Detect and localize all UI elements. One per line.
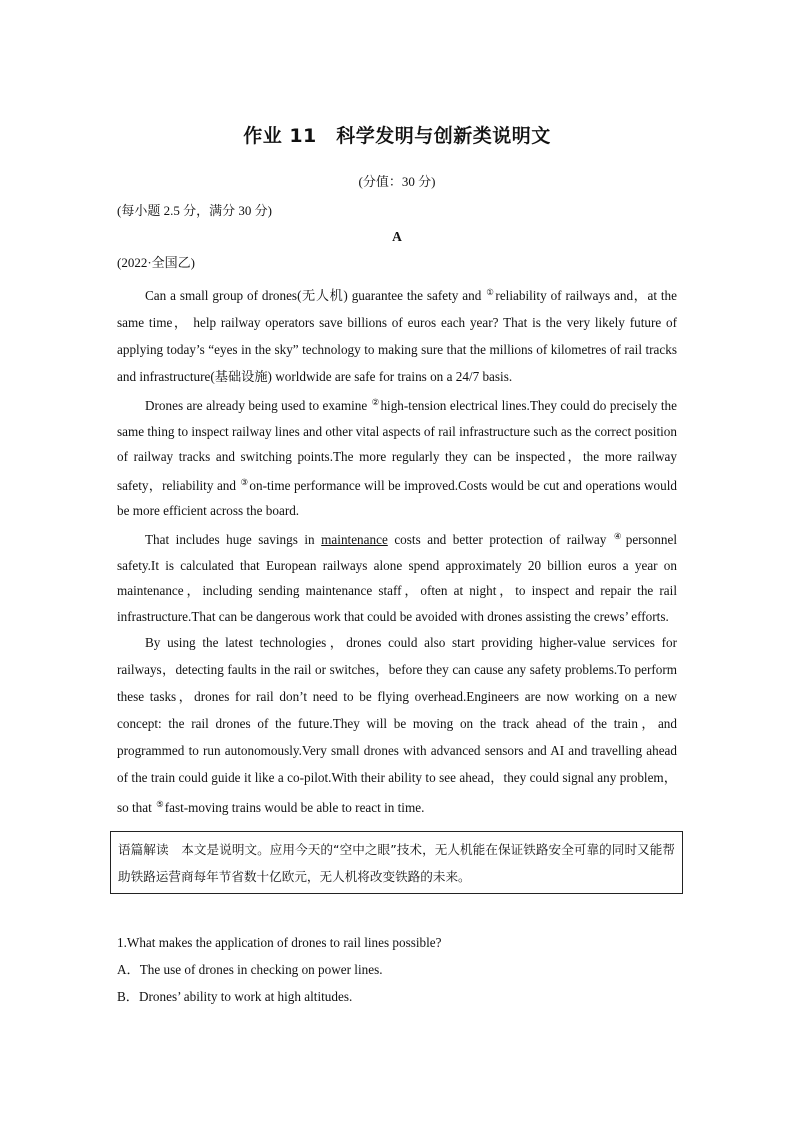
option-a[interactable]: A．The use of drones in checking on power lines. [117,962,383,977]
paragraph-text: fast-moving trains would be able to react in time. [164,800,425,816]
option-b[interactable]: B．Drones’ ability to work at high altitudes. [117,989,353,1004]
paragraph-text: That includes huge savings in [145,531,322,547]
page-title: 作业 11 科学发明与创新类说明文 [243,125,551,147]
annotation-mark: ⑤ [156,799,164,810]
paragraph-4 [117,629,677,821]
paragraph-text: Drones are already being used to examine [145,398,371,413]
paragraph-text: By using the latest technologies，drones could also start providing higher-value services for railways，detecting faults in the rail or switches，before they can cause any safety problems.To perform these tasks，drones for rail don’t need to be flying overhead.Engineers are now working on a new concept: the rail drones of the future.They will be moving on the track ahead of the train，and programmed to run autonomously.Very small drones with advanced sensors and AI and travelling ahead of the train could guide it like a co-pilot.With their ability to see ahead，they could signal any problem，so that [117,635,677,816]
annotation-mark: ② [371,397,380,407]
paragraph-1 [117,279,677,390]
paragraph-text: personnel safety.It is calculated that European railways alone spend approximately 20 billion euros a year on maintenance，including sending maintenance staff，often at night，to inspect and repair the rail infrastructure.That can be dangerous work that could be avoided with drones assisting the crews’ efforts. [117,531,677,624]
total-score: (分值：30 分) [358,174,436,189]
summary-text: 本文是说明文。应用今天的“空中之眼”技术，无人机能在保证铁路安全可靠的同时又能帮助铁路运营商每年节省数十亿欧元，无人机将改变铁路的未来。 [118,842,675,884]
annotation-mark: ③ [240,476,249,487]
paragraph-3 [117,524,677,629]
annotation-mark: ① [486,287,495,297]
paragraph-text: reliability of railways and，at the same time， help railway operators save billions of euros each year? That is the very likely future of applying today’s “eyes in the sky” technology to making sure that the millions of kilometres of rail tracks and infrastructure(基础设施) worldwide are safe for trains on a 24/7 basis. [117,288,677,384]
paragraph-text: Can a small group of drones(无人机) guarantee the safety and [145,288,486,303]
question-1 [117,929,677,1010]
question-stem: 1.What makes the application of drones to rail lines possible? [117,935,442,950]
paragraph-text: high-tension electrical lines.They could do precisely the same thing to inspect railway lines and other vital aspects of rail infrastructure such as the correct position of railway tracks and switching points.The more regularly they can be inspected，the more railway safety，reliability and [117,398,677,493]
paragraph-text: on-time performance will be improved.Costs would be cut and operations would be more efficient across the board. [117,477,677,519]
paragraph-text: costs and better protection of railway [387,531,613,547]
paragraph-2 [117,390,677,524]
passage-summary-box [110,831,683,894]
section-letter: A [392,229,402,244]
scoring-rule: (每小题 2.5 分，满分 30 分) [117,203,272,218]
reading-passage [117,279,677,821]
underlined-word: maintenance [321,531,388,547]
annotation-mark: ④ [613,530,625,541]
summary-label: 语篇解读 [118,842,169,857]
passage-source: (2022·全国乙) [117,255,195,270]
